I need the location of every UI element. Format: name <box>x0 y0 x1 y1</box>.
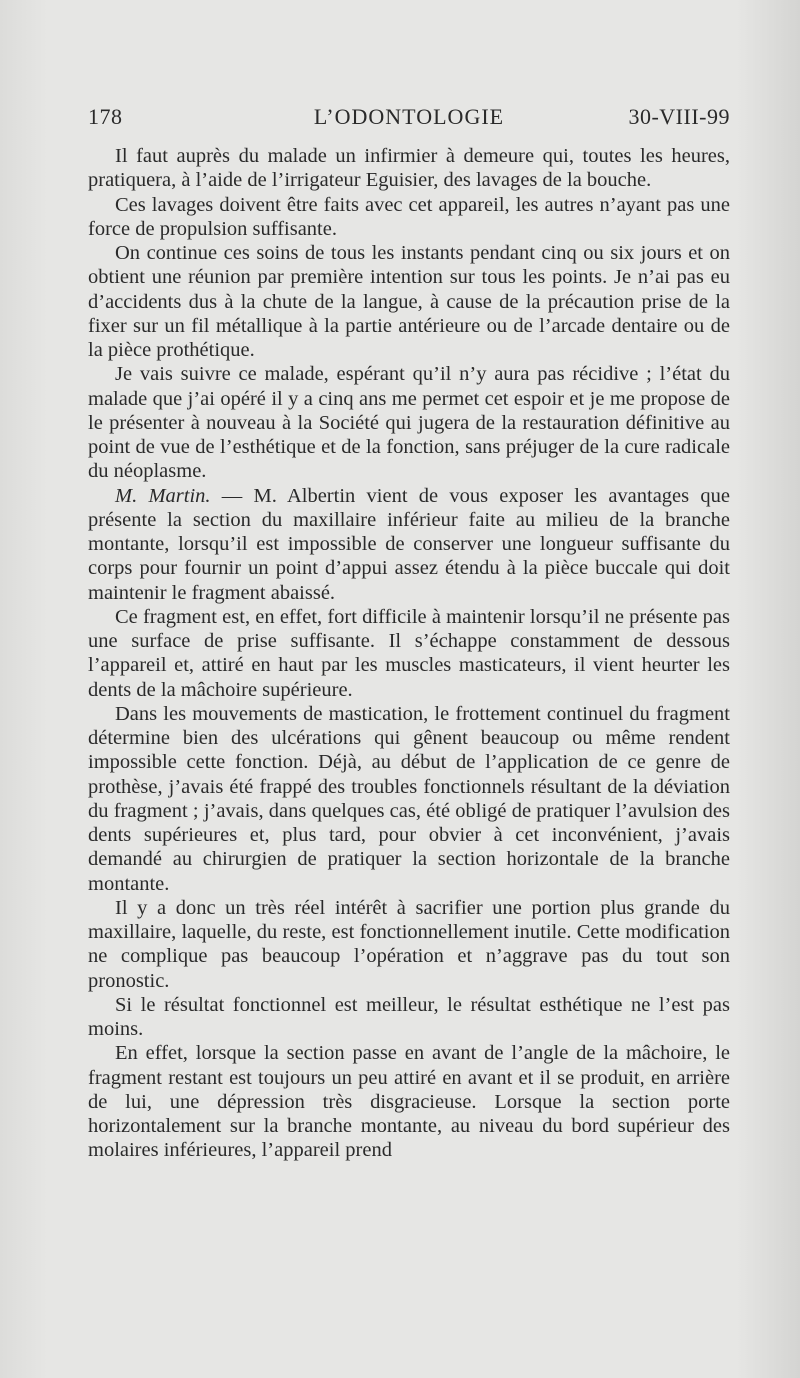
paragraph-text: Il faut auprès du malade un infirmier à demeure qui, toutes les heures, pratiquera, à l’aide de l’irrigateur Eguisier, des lavages de la bouche. <box>88 145 730 192</box>
journal-title: L’ODONTOLOGIE <box>313 104 505 129</box>
paragraph-5 <box>88 484 730 605</box>
paragraph-4 <box>88 362 730 483</box>
paragraph-2 <box>88 193 730 242</box>
paragraph-8 <box>88 896 730 993</box>
paragraph-text: Je vais suivre ce malade, espérant qu’il n’y aura pas récidive ; l’état du malade que j’ai opéré il y a cinq ans me permet cet espoir et je me propose de le présenter à nouveau à la Société qui jugera de la restauration définitive au point de vue de l’esthétique et de la fonction, sans préjuger de la cure radicale du néoplasme. <box>88 363 730 483</box>
article-body <box>88 144 730 1163</box>
paragraph-7 <box>88 702 730 896</box>
paragraph-1 <box>88 144 730 193</box>
paragraph-text: Ces lavages doivent être faits avec cet appareil, les autres n’ayant pas une force de propulsion suffisante. <box>88 193 730 240</box>
running-header <box>88 104 730 136</box>
paragraph-text: En effet, lorsque la section passe en avant de l’angle de la mâchoire, le fragment restant est toujours un peu attiré en avant et il se produit, en arrière de lui, une dépression très disgracieuse. Lorsque la section porte horizontalement sur la branche montante, au niveau du bord supérieur des molaires inférieures, l’appareil prend <box>88 1042 730 1162</box>
paragraph-text: Si le résultat fonctionnel est meilleur, le résultat esthétique ne l’est pas moins. <box>88 993 730 1040</box>
paragraph-3 <box>88 241 730 362</box>
paragraph-text: — M. Albertin vient de vous exposer les avantages que présente la section du maxillaire inférieur faite au milieu de la branche montante, lorsqu’il est impossible de conserver une longueur suffisante du corps pour fournir un point d’appui assez étendu à la pièce buccale qui doit maintenir le fragment abaissé. <box>88 484 730 604</box>
page-number: 178 <box>88 104 123 129</box>
paragraph-text: Il y a donc un très réel intérêt à sacrifier une portion plus grande du maxillaire, laquelle, du reste, est fonctionnellement inutile. Cette modification ne complique pas beaucoup l’opération et n’aggrave pas du tout son pronostic. <box>88 896 730 992</box>
paragraph-9 <box>88 993 730 1042</box>
speaker-name: M. Martin. <box>115 484 211 507</box>
paragraph-text: Dans les mouvements de mastication, le frottement continuel du fragment détermine bien des ulcérations qui gênent beaucoup ou même rendent impossible cette fonction. Déjà, au début de l’application de ce genre de prothèse, j’avais été frappé des troubles fonctionnels résultant de la déviation du fragment ; j’avais, dans quelques cas, été obligé de pratiquer l’avulsion des dents supérieures et, plus tard, pour obvier à cet inconvénient, j’avais demandé au chirurgien de pratiquer la section horizontale de la branche montante. <box>88 702 730 895</box>
paragraph-10 <box>88 1041 730 1162</box>
paragraph-text: Ce fragment est, en effet, fort difficile à maintenir lorsqu’il ne présente pas une surface de prise suffisante. Il s’échappe constamment de dessous l’appareil et, attiré en haut par les muscles masticateurs, il vient heurter les dents de la mâchoire supérieure. <box>88 605 730 701</box>
paragraph-text: On continue ces soins de tous les instants pendant cinq ou six jours et on obtient une réunion par première intention sur tous les points. Je n’ai pas eu d’accidents dus à la chute de la langue, à cause de la précaution prise de la fixer sur un fil métallique à la partie antérieure ou de l’arcade dentaire ou de la pièce prothétique. <box>88 242 730 361</box>
paragraph-6 <box>88 605 730 702</box>
issue-date: 30-VIII-99 <box>628 104 730 129</box>
